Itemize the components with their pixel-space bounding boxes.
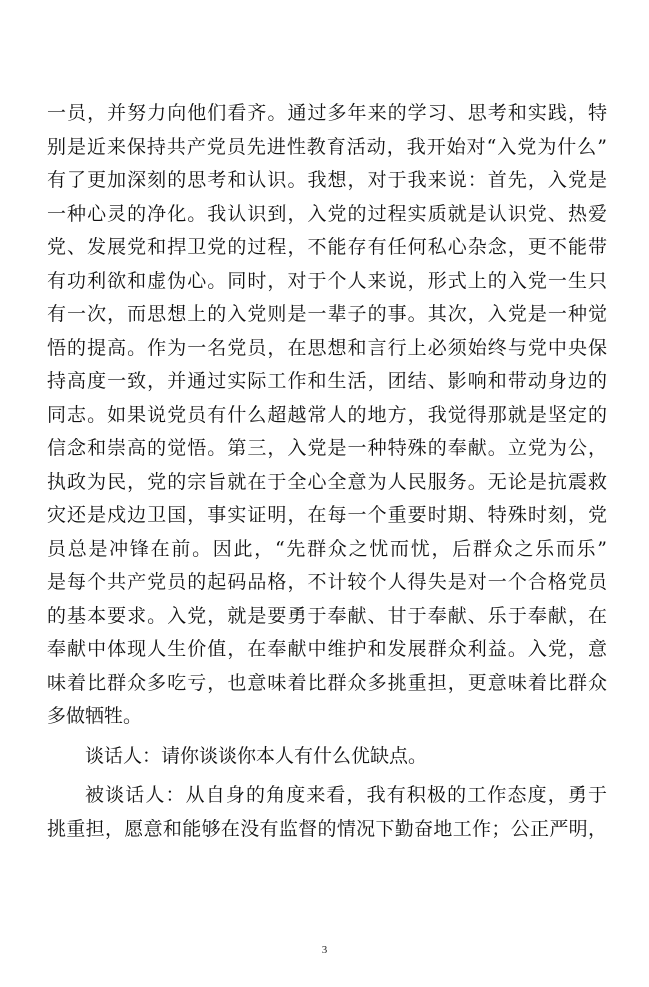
body-line: 奉献中体现人生价值，在奉献中维护和发展群众利益。入党，意 (47, 638, 607, 660)
body-line: 有了更加深刻的思考和认识。我想，对于我来说：首先，入党是 (47, 169, 607, 191)
body-line: 有功利欲和虚伪心。同时，对于个人来说，形式上的入党一生只 (47, 269, 607, 292)
body-line: 持高度一致，并通过实际工作和生活，团结、影响和带动身边的 (47, 370, 607, 392)
body-line: 有一次，而思想上的入党则是一辈子的事。其次，入党是一种觉 (47, 303, 607, 325)
body-line: 是每个共产党员的起码品格，不计较个人得失是对一个合格党员 (47, 571, 607, 593)
body-line: 一员，并努力向他们看齐。通过多年来的学习、思考和实践，特 (47, 102, 607, 124)
body-line: 同志。如果说党员有什么超越常人的地方，我觉得那就是坚定的 (47, 403, 607, 426)
body-line: 的基本要求。入党，就是要勇于奉献、甘于奉献、乐于奉献，在 (47, 604, 607, 627)
body-line: 别是近来保持共产党员先进性教育活动，我开始对“入党为什么” (47, 135, 607, 158)
page-number: 3 (321, 944, 328, 956)
interviewee-answer-line: 被谈话人：从自身的角度来看，我有积极的工作态度，勇于 (85, 784, 607, 806)
body-line: 员总是冲锋在前。因此，“先群众之忧而忧，后群众之乐而乐” (47, 537, 607, 560)
document-body (47, 97, 607, 846)
body-line: 味着比群众多吃亏，也意味着比群众多挑重担，更意味着比群众 (47, 671, 607, 694)
body-line: 多做牺牲。 (47, 705, 143, 727)
interviewer-question: 谈话人：请你谈谈你本人有什么优缺点。 (85, 744, 428, 767)
interviewee-answer-line: 挑重担，愿意和能够在没有监督的情况下勤奋地工作；公正严明， (47, 817, 607, 840)
body-line: 灾还是戍边卫国，事实证明，在每一个重要时期、特殊时刻，党 (47, 504, 607, 526)
body-line: 党、发展党和捍卫党的过程，不能存有任何私心杂念，更不能带 (47, 236, 607, 258)
body-line: 悟的提高。作为一名党员，在思想和言行上必须始终与党中央保 (47, 336, 607, 359)
body-line: 信念和崇高的觉悟。第三，入党是一种特殊的奉献。立党为公， (47, 437, 607, 459)
body-line: 一种心灵的净化。我认识到，入党的过程实质就是认识党、热爱 (47, 202, 607, 225)
body-line: 执政为民，党的宗旨就在于全心全意为人民服务。无论是抗震救 (47, 470, 607, 493)
